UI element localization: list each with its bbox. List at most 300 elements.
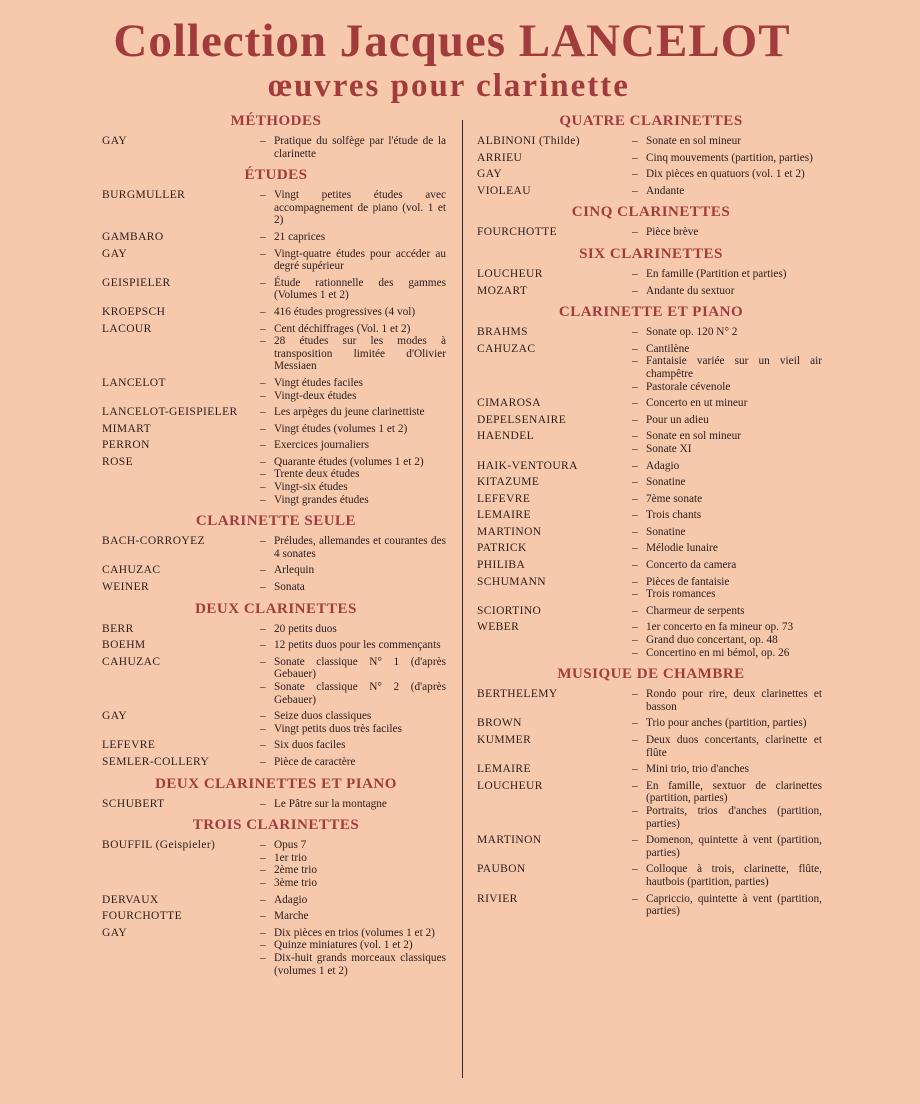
composer-name: FOURCHOTTE: [477, 226, 558, 239]
catalog-entry: [102, 710, 450, 735]
work-item: [260, 639, 446, 652]
composer-name: BURGMULLER: [102, 189, 186, 202]
work-dash: –: [260, 939, 266, 952]
works-list: [632, 268, 822, 281]
work-item: [260, 894, 446, 907]
works-list: [632, 226, 822, 239]
works-list: [632, 152, 822, 165]
composer-name: PATRICK: [477, 542, 527, 555]
work-dash: –: [632, 267, 638, 280]
composer-name: DERVAUX: [102, 893, 159, 906]
work-dash: –: [632, 588, 638, 601]
work-item: [632, 430, 822, 443]
composer-name: SCHUBERT: [102, 797, 165, 810]
work-title: Adagio: [646, 459, 680, 472]
work-dash: –: [260, 926, 266, 939]
catalog-entry: [102, 623, 450, 636]
work-dash: –: [260, 655, 266, 668]
work-dash: –: [632, 542, 638, 555]
section-heading: CINQ CLARINETTES: [571, 204, 731, 221]
work-title: Vingt petites études avec accompagnement de piano (vol. 1 et 2): [274, 189, 446, 227]
section-heading: SIX CLARINETTES: [579, 245, 723, 262]
work-dash: –: [632, 559, 638, 572]
catalog-entry: [477, 493, 825, 506]
work-item: [260, 231, 446, 244]
work-title: Vingt études faciles: [274, 376, 364, 389]
works-list: [632, 476, 822, 489]
catalog-entry: [102, 839, 450, 889]
work-item: [632, 343, 822, 356]
work-item: [260, 723, 446, 736]
work-dash: –: [632, 430, 638, 443]
catalog-entry: [102, 910, 450, 923]
catalog-entry: [477, 559, 825, 572]
work-title: Rondo pour rire, deux clarinettes et basson: [646, 688, 822, 713]
catalog-entry: [477, 343, 825, 393]
catalog-entry: [102, 894, 450, 907]
work-dash: –: [260, 681, 266, 693]
work-dash: –: [260, 468, 266, 481]
catalog-section: [102, 776, 450, 818]
composer-name: HAIK-VENTOURA: [477, 459, 578, 472]
composer-name: PERRON: [102, 439, 150, 452]
works-list: [632, 168, 822, 181]
section-heading: CLARINETTE ET PIANO: [558, 304, 744, 321]
catalog-entry: [102, 581, 450, 594]
works-list: [632, 343, 822, 393]
work-title: Étude rationnelle des gammes (Volumes 1 et 2): [274, 276, 446, 302]
work-title: 12 petits duos pour les commençants: [274, 639, 441, 652]
work-title: Andante: [646, 184, 685, 197]
work-title: 1er trio: [274, 851, 307, 864]
catalog-entry: [477, 717, 825, 730]
work-dash: –: [632, 135, 638, 147]
composer-name: KUMMER: [477, 734, 532, 746]
work-title: Trio pour anches (partition, parties): [646, 717, 807, 730]
work-dash: –: [632, 734, 638, 746]
catalog-entry: [477, 834, 825, 859]
work-item: [632, 476, 822, 489]
works-list: [260, 535, 446, 560]
work-title: Pour un adieu: [646, 413, 709, 426]
work-title: 1er concerto en fa mineur op. 73: [646, 621, 794, 634]
work-dash: –: [632, 892, 638, 905]
work-title: 416 études progressives (4 vol): [274, 305, 416, 318]
work-title: Sonate en sol mineur: [646, 135, 742, 147]
catalog-entry: [477, 460, 825, 473]
catalog-entry: [477, 430, 825, 455]
works-list: [260, 406, 446, 419]
work-dash: –: [632, 717, 638, 730]
work-title: Pièce brève: [646, 226, 699, 239]
work-item: [260, 189, 446, 227]
catalog-section: [477, 113, 825, 204]
page-title: Collection Jacques LANCELOT: [113, 15, 791, 67]
work-item: [632, 135, 822, 148]
works-list: [260, 739, 446, 752]
composer-name: ARRIEU: [477, 151, 523, 164]
work-item: [260, 335, 446, 373]
work-item: [632, 226, 822, 239]
work-item: [260, 656, 446, 681]
works-list: [632, 397, 822, 410]
work-title: Deux duos concertants, clarinette et flûte: [646, 734, 822, 759]
work-title: Grand duo concertant, op. 48: [646, 634, 778, 647]
composer-name: BOEHM: [102, 639, 146, 652]
work-title: Cent déchiffrages (Vol. 1 et 2): [274, 322, 411, 335]
composer-name: ROSE: [102, 455, 133, 468]
work-title: Pastorale cévenole: [646, 380, 731, 393]
work-item: [632, 381, 822, 394]
column-divider: [462, 120, 463, 1078]
work-title: Cinq mouvements (partition, parties): [646, 151, 813, 164]
composer-name: LOUCHEUR: [477, 779, 543, 792]
works-list: [260, 564, 446, 577]
work-item: [260, 739, 446, 752]
work-title: 28 études sur les modes à transposition limitée d'Olivier Messiaen: [274, 335, 446, 373]
work-dash: –: [632, 397, 638, 410]
work-dash: –: [260, 230, 266, 243]
catalog-section: [102, 113, 450, 167]
works-list: [632, 493, 822, 506]
composer-name: VIOLEAU: [477, 184, 531, 197]
catalog-entry: [102, 306, 450, 319]
catalog-entry: [102, 535, 450, 560]
work-title: Vingt-six études: [274, 481, 348, 494]
work-dash: –: [632, 476, 638, 489]
work-title: Dix-huit grands morceaux classiques (volumes 1 et 2): [274, 951, 446, 977]
work-dash: –: [632, 804, 638, 817]
work-item: [260, 135, 446, 160]
work-title: 20 petits duos: [274, 622, 337, 635]
work-dash: –: [260, 864, 266, 877]
work-title: Charmeur de serpents: [646, 604, 745, 617]
work-dash: –: [260, 276, 266, 289]
catalog-entry: [477, 135, 825, 148]
work-dash: –: [260, 797, 266, 810]
section-heading: MUSIQUE DE CHAMBRE: [557, 666, 745, 683]
work-dash: –: [260, 406, 266, 419]
work-item: [632, 763, 822, 776]
work-item: [632, 734, 822, 759]
works-list: [260, 423, 446, 436]
catalog-entry: [477, 576, 825, 601]
catalog-entry: [102, 323, 450, 373]
catalog-entry: [477, 152, 825, 165]
catalog-section: [102, 601, 450, 776]
work-dash: –: [260, 755, 266, 768]
works-list: [632, 414, 822, 427]
work-item: [632, 780, 822, 805]
composer-name: MARTINON: [477, 525, 542, 538]
composer-name: BERTHELEMY: [477, 688, 558, 701]
composer-name: SCHUMANN: [477, 575, 547, 588]
work-title: Sonatine: [646, 525, 686, 538]
work-dash: –: [260, 189, 266, 202]
work-title: Vingt-quatre études pour accéder au degré supérieur: [274, 247, 446, 273]
composer-name: ALBINONI (Thilde): [477, 135, 580, 147]
work-title: Vingt-deux études: [274, 389, 357, 402]
work-title: Cantilène: [646, 342, 690, 355]
work-dash: –: [632, 634, 638, 647]
composer-name: CAHUZAC: [102, 655, 161, 668]
work-item: [260, 390, 446, 403]
work-item: [632, 834, 822, 859]
work-dash: –: [632, 575, 638, 588]
work-dash: –: [632, 380, 638, 393]
composer-name: CIMAROSA: [477, 397, 541, 410]
work-item: [260, 535, 446, 560]
catalog-entry: [102, 756, 450, 769]
catalog-section: [477, 304, 825, 666]
works-list: [632, 621, 822, 659]
composer-name: LEFEVRE: [477, 492, 531, 505]
works-list: [632, 542, 822, 555]
work-dash: –: [632, 442, 638, 455]
work-item: [632, 355, 822, 380]
composer-name: CAHUZAC: [477, 342, 536, 355]
composer-name: DEPELSENAIRE: [477, 413, 567, 426]
work-title: Sonate classique N° 2 (d'après Gebauer): [274, 681, 446, 706]
work-dash: –: [632, 492, 638, 505]
work-dash: –: [632, 168, 638, 181]
works-list: [260, 323, 446, 373]
composer-name: HAENDEL: [477, 430, 535, 443]
work-item: [260, 406, 446, 419]
work-title: Concertino en mi bémol, op. 26: [646, 646, 790, 659]
catalog-entry: [102, 277, 450, 302]
work-dash: –: [260, 639, 266, 652]
works-list: [260, 910, 446, 923]
works-list: [632, 834, 822, 859]
work-title: Pratique du solfège par l'étude de la clarinette: [274, 135, 446, 160]
catalog-section: [477, 666, 825, 925]
work-dash: –: [632, 355, 638, 368]
work-title: Sonata: [274, 581, 305, 594]
work-item: [632, 493, 822, 506]
work-title: 2ème trio: [274, 864, 317, 877]
work-item: [260, 864, 446, 877]
composer-name: SCIORTINO: [477, 604, 542, 617]
composer-name: BACH-CORROYEZ: [102, 535, 205, 548]
works-list: [632, 326, 822, 339]
work-dash: –: [632, 284, 638, 297]
work-item: [632, 634, 822, 647]
work-item: [260, 481, 446, 494]
works-list: [260, 639, 446, 652]
composer-name: GAY: [477, 168, 503, 181]
catalog-entry: [102, 377, 450, 402]
work-dash: –: [632, 342, 638, 355]
composer-name: WEINER: [102, 581, 150, 594]
work-item: [632, 443, 822, 456]
catalog-entry: [102, 656, 450, 706]
composer-name: LANCELOT-GEISPIELER: [102, 406, 238, 419]
composer-name: MARTINON: [477, 834, 542, 847]
works-list: [260, 839, 446, 889]
work-item: [260, 248, 446, 273]
work-dash: –: [260, 135, 266, 147]
work-item: [260, 377, 446, 390]
catalog-section: [477, 246, 825, 304]
catalog-entry: [477, 476, 825, 489]
work-item: [260, 877, 446, 890]
catalog-entry: [102, 456, 450, 506]
work-title: Trois chants: [646, 509, 702, 522]
work-item: [260, 456, 446, 469]
work-title: Capriccio, quintette à vent (partition, parties): [646, 892, 822, 918]
works-list: [260, 756, 446, 769]
catalog-entry: [477, 268, 825, 281]
section-heading: ÉTUDES: [244, 167, 308, 184]
work-dash: –: [632, 621, 638, 634]
work-dash: –: [632, 779, 638, 792]
catalog-entry: [477, 780, 825, 830]
work-dash: –: [632, 863, 638, 876]
work-title: Marche: [274, 910, 309, 923]
work-dash: –: [260, 710, 266, 723]
catalog-entry: [477, 226, 825, 239]
catalog-entry: [477, 185, 825, 198]
works-list: [260, 456, 446, 506]
composer-name: WEBER: [477, 621, 520, 634]
catalog-entry: [102, 248, 450, 273]
work-title: Mini trio, trio d'anches: [646, 763, 750, 776]
composer-name: BRAHMS: [477, 326, 528, 339]
catalog-section: [102, 817, 450, 984]
work-title: Pièces de fantaisie: [646, 575, 730, 588]
work-title: Les arpèges du jeune clarinettiste: [274, 406, 425, 419]
works-list: [260, 927, 446, 977]
work-title: Le Pâtre sur la montagne: [274, 797, 387, 810]
works-list: [632, 285, 822, 298]
catalog-entry: [477, 893, 825, 918]
work-dash: –: [260, 722, 266, 735]
work-dash: –: [260, 851, 266, 864]
works-list: [632, 863, 822, 888]
work-title: En famille (Partition et parties): [646, 267, 787, 280]
work-title: 7ème sonate: [646, 492, 703, 505]
work-dash: –: [632, 604, 638, 617]
work-item: [260, 839, 446, 852]
composer-name: GAY: [102, 926, 128, 939]
works-list: [632, 780, 822, 830]
work-item: [632, 509, 822, 522]
work-title: Concerto en ut mineur: [646, 397, 748, 410]
work-item: [632, 893, 822, 918]
works-list: [260, 189, 446, 227]
section-gap: [477, 922, 825, 925]
catalog-section: [102, 167, 450, 513]
composer-name: LEMAIRE: [477, 763, 531, 776]
work-title: Vingt grandes études: [274, 493, 369, 506]
work-title: Vingt petits duos très faciles: [274, 722, 402, 735]
composer-name: FOURCHOTTE: [102, 910, 183, 923]
composer-name: GAY: [102, 135, 128, 147]
works-list: [632, 688, 822, 713]
work-dash: –: [260, 581, 266, 594]
work-item: [260, 710, 446, 723]
work-dash: –: [632, 763, 638, 776]
work-item: [260, 423, 446, 436]
work-title: Mélodie lunaire: [646, 542, 718, 555]
work-item: [632, 559, 822, 572]
catalog-entry: [477, 863, 825, 888]
composer-name: LACOUR: [102, 322, 152, 335]
work-dash: –: [260, 389, 266, 402]
works-list: [260, 623, 446, 636]
composer-name: BROWN: [477, 717, 522, 730]
work-dash: –: [260, 376, 266, 389]
work-item: [632, 414, 822, 427]
work-item: [632, 588, 822, 601]
works-list: [632, 734, 822, 759]
work-item: [632, 542, 822, 555]
work-title: Sonate XI: [646, 442, 692, 455]
work-title: Sonatine: [646, 476, 686, 489]
works-list: [260, 277, 446, 302]
work-dash: –: [632, 413, 638, 426]
composer-name: LEMAIRE: [477, 509, 531, 522]
work-title: Colloque à trois, clarinette, flûte, hautbois (partition, parties): [646, 863, 822, 888]
works-list: [260, 135, 446, 160]
work-item: [632, 397, 822, 410]
composer-name: PAUBON: [477, 863, 526, 876]
works-list: [632, 135, 822, 148]
catalog-entry: [102, 739, 450, 752]
work-dash: –: [260, 422, 266, 435]
work-title: Portraits, trios d'anches (partition, parties): [646, 804, 822, 830]
work-title: Quinze miniatures (vol. 1 et 2): [274, 939, 413, 952]
composer-name: LOUCHEUR: [477, 267, 543, 280]
work-item: [632, 526, 822, 539]
composer-name: BOUFFIL (Geispieler): [102, 839, 216, 852]
works-list: [632, 763, 822, 776]
work-dash: –: [260, 839, 266, 852]
work-dash: –: [632, 151, 638, 164]
composer-name: RIVIER: [477, 892, 518, 905]
work-title: Vingt études (volumes 1 et 2): [274, 422, 408, 435]
works-list: [260, 439, 446, 452]
work-dash: –: [632, 226, 638, 239]
work-title: Quarante études (volumes 1 et 2): [274, 455, 424, 468]
work-item: [632, 285, 822, 298]
work-item: [260, 306, 446, 319]
works-list: [632, 717, 822, 730]
catalog-entry: [477, 763, 825, 776]
composer-name: KROEPSCH: [102, 305, 166, 318]
work-item: [260, 952, 446, 977]
catalog-entry: [477, 397, 825, 410]
work-item: [632, 805, 822, 830]
work-dash: –: [260, 893, 266, 906]
work-title: En famille, sextuor de clarinettes (partition, parties): [646, 779, 822, 805]
works-list: [260, 710, 446, 735]
composer-name: PHILIBA: [477, 559, 526, 572]
work-item: [632, 717, 822, 730]
work-item: [632, 688, 822, 713]
work-dash: –: [632, 184, 638, 197]
work-dash: –: [260, 493, 266, 506]
work-item: [632, 326, 822, 339]
work-item: [632, 576, 822, 589]
composer-name: BERR: [102, 622, 134, 635]
right-column: [477, 113, 825, 925]
work-dash: –: [632, 326, 638, 339]
work-title: Arlequin: [274, 564, 315, 577]
catalog-entry: [102, 406, 450, 419]
work-dash: –: [260, 481, 266, 494]
